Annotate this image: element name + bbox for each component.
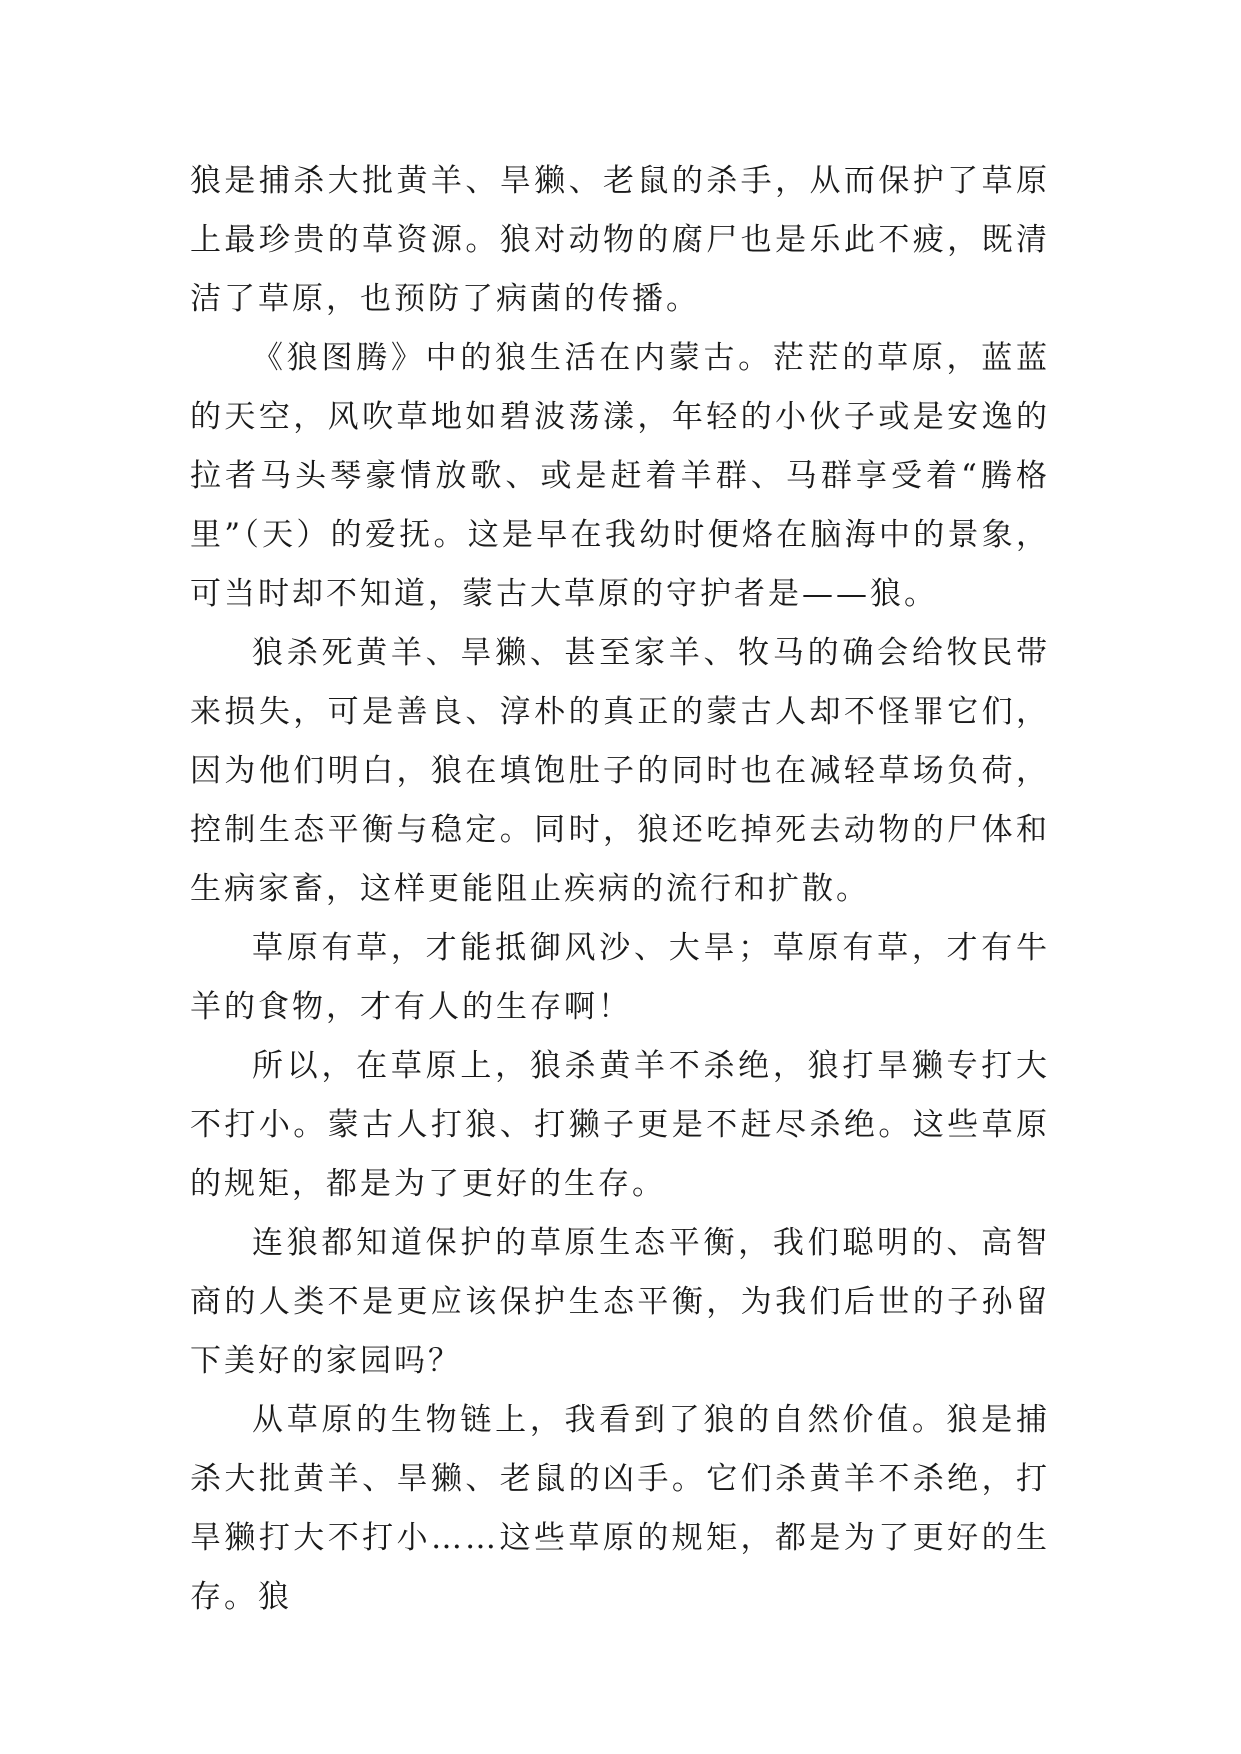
paragraph-1: 狼是捕杀大批黄羊、旱獭、老鼠的杀手，从而保护了草原上最珍贵的草资源。狼对动物的腐尸也是乐此不疲，既清洁了草原，也预防了病菌的传播。	[190, 163, 1050, 317]
document-body	[190, 152, 1050, 1627]
paragraph-4: 草原有草，才能抵御风沙、大旱；草原有草，才有牛羊的食物，才有人的生存啊！	[190, 930, 1050, 1025]
paragraph-5: 所以，在草原上，狼杀黄羊不杀绝，狼打旱獭专打大不打小。蒙古人打狼、打獭子更是不赶尽杀绝。这些草原的规矩，都是为了更好的生存。	[190, 1048, 1050, 1202]
paragraph-2: 《狼图腾》中的狼生活在内蒙古。茫茫的草原，蓝蓝的天空，风吹草地如碧波荡漾，年轻的小伙子或是安逸的拉者马头琴豪情放歌、或是赶着羊群、马群享受着“腾格里”（天）的爱抚。这是早在我幼时便烙在脑海中的景象，可当时却不知道，蒙古大草原的守护者是——狼。	[190, 340, 1050, 612]
paragraph-3: 狼杀死黄羊、旱獭、甚至家羊、牧马的确会给牧民带来损失，可是善良、淳朴的真正的蒙古人却不怪罪它们，因为他们明白，狼在填饱肚子的同时也在减轻草场负荷，控制生态平衡与稳定。同时，狼还吃掉死去动物的尸体和生病家畜，这样更能阻止疾病的流行和扩散。	[190, 635, 1050, 907]
paragraph-7: 从草原的生物链上，我看到了狼的自然价值。狼是捕杀大批黄羊、旱獭、老鼠的凶手。它们杀黄羊不杀绝，打旱獭打大不打小……这些草原的规矩，都是为了更好的生存。狼	[190, 1402, 1050, 1615]
paragraph-6: 连狼都知道保护的草原生态平衡，我们聪明的、高智商的人类不是更应该保护生态平衡，为我们后世的子孙留下美好的家园吗？	[190, 1225, 1050, 1379]
